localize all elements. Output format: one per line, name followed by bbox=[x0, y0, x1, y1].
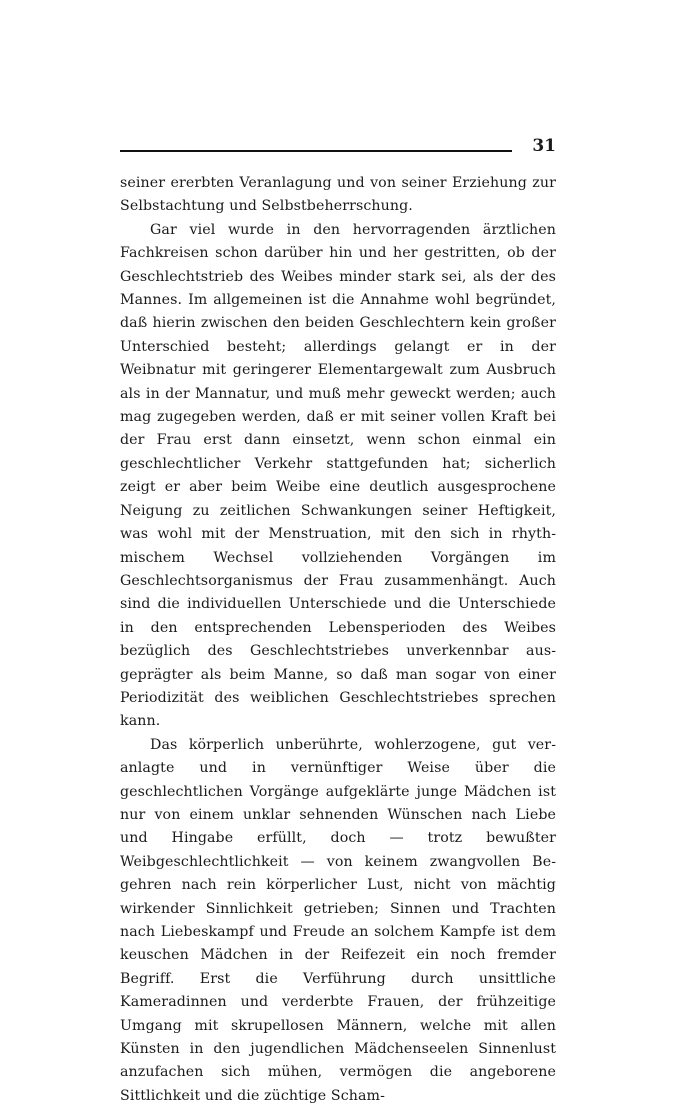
page-number: 31 bbox=[532, 136, 556, 156]
paragraph-continuation: seiner ererbten Veranlagung und von seiner Erziehung zur Selbstachtung und Selbstbeherrschung. bbox=[120, 175, 556, 215]
running-header bbox=[120, 136, 556, 160]
paragraph-sex-drive-debate: Gar viel wurde in den hervorragenden ärztlichen Fachkreisen schon darüber hin und her gestritten, ob der Geschlechtstrieb des Weibes minder stark sei, als der des Mannes. Im allgemeinen ist die Annahme wohl begründet, daß hierin zwischen den beiden Geschlechtern kein großer Unterschied besteht; allerdings gelangt er in der Weibnatur mit geringerer Elementargewalt zum Ausbruch als in der Mannatur, und muß mehr geweckt werden; auch mag zugegeben werden, daß er mit seiner vollen Kraft bei der Frau erst dann einsetzt, wenn schon einmal ein geschlechtlicher Verkehr stattgefunden hat; sicherlich zeigt er aber beim Weibe eine deutlich ausgesprochene Neigung zu zeitlichen Schwankungen seiner Heftigkeit, was wohl mit der Menstruation, mit den sich in rhythmischem Wechsel vollziehenden Vorgängen im Geschlechtsorganismus der Frau zusammenhängt. Auch sind die individuellen Unterschiede und die Unterschiede in den entsprechenden Lebensperioden des Weibes bezüglich des Geschlechtstriebes unverkennbar ausgeprägter als beim Manne, so daß man sogar von einer Periodizität des weiblichen Geschlechtstriebes sprechen kann. bbox=[120, 221, 556, 730]
header-rule bbox=[120, 150, 512, 152]
paragraph-young-girl: Das körperlich unberührte, wohlerzogene, gut veranlagte und in vernünftiger Weise über die geschlechtlichen Vorgänge aufgeklärte junge Mädchen ist nur von einem unklar sehnenden Wünschen nach Liebe und Hingabe erfüllt, doch — trotz bewußter Weibgeschlechtlichkeit — von keinem zwangvollen Begehren nach rein körperlicher Lust, nicht von mächtig wirkender Sinnlichkeit getrieben; Sinnen und Trachten nach Liebeskampf und Freude an solchem Kampfe ist dem keuschen Mädchen in der Reifezeit ein noch fremder Begriff. Erst die Verführung durch unsittliche Kameradinnen und verderbte Frauen, der frühzeitige Umgang mit skrupellosen Männern, welche mit allen Künsten in den jugendlichen Mädchenseelen Sinnenlust anzufachen sich mühen, vermögen die angeborene Sittlichkeit und die züchtige Scham- bbox=[120, 736, 556, 1104]
body-text bbox=[120, 172, 556, 1108]
